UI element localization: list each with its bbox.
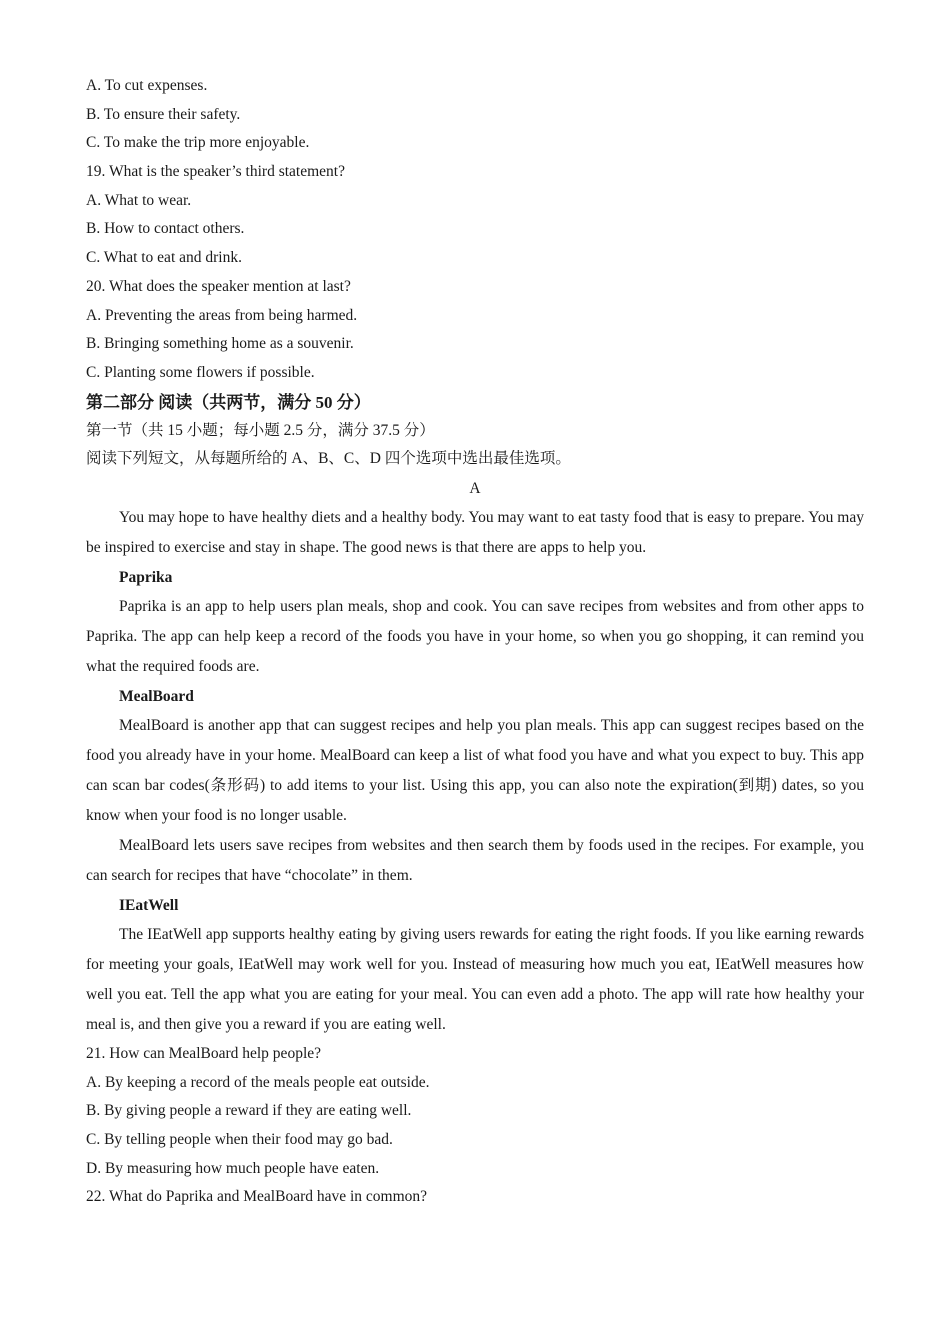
q20-option-a: A. Preventing the areas from being harmed.: [86, 306, 358, 324]
q19-stem: 19. What is the speaker’s third statement?: [86, 163, 345, 181]
q21-stem: 21. How can MealBoard help people?: [86, 1044, 322, 1062]
q21-option-c: C. By telling people when their food may go bad.: [86, 1131, 393, 1148]
q18-option-b: B. To ensure their safety.: [86, 105, 241, 123]
q21-option-a: A. By keeping a record of the meals people eat outside.: [86, 1073, 430, 1091]
q20-stem: 20. What does the speaker mention at last?: [86, 277, 351, 295]
app-heading-ieatwell: IEatWell: [119, 896, 179, 914]
q21-option-b: B. By giving people a reward if they are eating well.: [86, 1102, 412, 1120]
q21-option-d: D. By measuring how much people have eaten.: [86, 1159, 380, 1177]
app-heading-mealboard: MealBoard: [119, 687, 194, 705]
passage-intro: You may hope to have healthy diets and a healthy body. You may want to eat tasty food that is easy to prepare. You may be inspired to exercise and stay in shape. The good news is that there are apps to help you.: [86, 508, 864, 556]
q20-option-b: B. Bringing something home as a souvenir.: [86, 335, 354, 353]
section-title: 第二部分 阅读（共两节，满分 50 分）: [86, 392, 371, 412]
q19-option-b: B. How to contact others.: [86, 220, 245, 238]
q19-option-c: C. What to eat and drink.: [86, 249, 242, 267]
app-heading-paprika: Paprika: [119, 568, 173, 586]
document-page: [86, 72, 864, 1212]
paprika-paragraph: Paprika is an app to help users plan meals, shop and cook. You can save recipes from websites and from other apps to Paprika. The app can help keep a record of the foods you have in your home, so when you go shopping, it can remind you what the required foods are.: [86, 597, 864, 675]
q22-stem: 22. What do Paprika and MealBoard have in common?: [86, 1188, 428, 1206]
mealboard-paragraph-2: MealBoard lets users save recipes from websites and then search them by foods used in the recipes. For example, you can search for recipes that have “chocolate” in them.: [86, 836, 864, 884]
q20-option-c: C. Planting some flowers if possible.: [86, 363, 315, 381]
passage-label: A: [469, 479, 481, 497]
q19-option-a: A. What to wear.: [86, 191, 192, 209]
q18-option-a: A. To cut expenses.: [86, 77, 208, 94]
q18-option-c: C. To make the trip more enjoyable.: [86, 134, 310, 152]
ieatwell-paragraph: The IEatWell app supports healthy eating by giving users rewards for eating the right foods. If you like earning rewards for meeting your goals, IEatWell may work well for you. Instead of measuring how much you eat, IEatWell measures how well you eat. Tell the app what you are eating for your meal. You can even add a photo. The app will rate how healthy your meal is, and then give you a reward if you are eating well.: [86, 925, 864, 1033]
section-subtitle: 第一节（共 15 小题；每小题 2.5 分，满分 37.5 分）: [86, 421, 435, 439]
section-instruction: 阅读下列短文，从每题所给的 A、B、C、D 四个选项中选出最佳选项。: [86, 450, 571, 468]
mealboard-paragraph-1: MealBoard is another app that can suggest recipes and help you plan meals. This app can suggest recipes based on the food you already have in your home. MealBoard can keep a list of what food you have and what you expect to buy. This app can scan bar codes(条形码) to add items to your list. Using this app, you can also note the expiration(到期) dates, so you know when your food is no longer usable.: [86, 716, 864, 824]
